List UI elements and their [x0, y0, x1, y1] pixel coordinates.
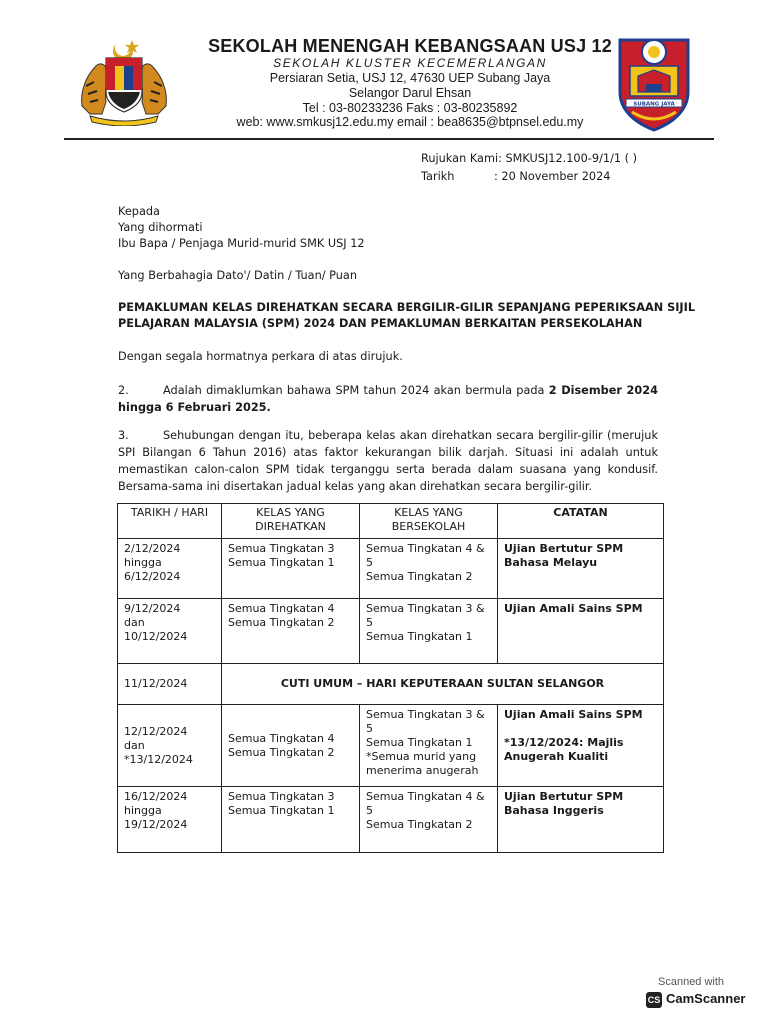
paragraph-3 — [118, 427, 658, 495]
cell-rested: Semua Tingkatan 3 Semua Tingkatan 1 — [222, 539, 360, 599]
table-header-row — [118, 504, 664, 539]
table-row — [118, 599, 664, 664]
cell-holiday-text: CUTI UMUM – HARI KEPUTERAAN SULTAN SELANGOR — [222, 664, 664, 705]
header-notes: CATATAN — [498, 504, 664, 539]
cell-rested: Semua Tingkatan 4 Semua Tingkatan 2 — [222, 705, 360, 787]
school-name: SEKOLAH MENENGAH KEBANGSAAN USJ 12 — [208, 36, 612, 56]
malaysia-coat-of-arms-icon — [76, 36, 172, 126]
school-logo-motto: SUBANG JAYA — [633, 101, 675, 108]
cell-date: 12/12/2024 dan *13/12/2024 — [118, 705, 222, 787]
cell-date: 16/12/2024 hingga 19/12/2024 — [118, 787, 222, 853]
paragraph-2 — [118, 382, 658, 416]
cell-notes: Ujian Amali Sains SPM *13/12/2024: Majlis Anugerah Kualiti — [498, 705, 664, 787]
header-attending-classes: KELAS YANG BERSEKOLAH — [360, 504, 498, 539]
table-row — [118, 539, 664, 599]
header-date: TARIKH / HARI — [118, 504, 222, 539]
paragraph-2-exam-dates: 2 Disember 2024 hingga 6 Februari 2025. — [118, 384, 658, 414]
date-value: : 20 November 2024 — [494, 170, 611, 183]
salutation: Yang Berbahagia Dato'/ Datin / Tuan/ Puan — [118, 269, 358, 282]
paragraph-3-text: Sehubungan dengan itu, beberapa kelas akan direhatkan secara bergilir-gilir (merujuk SPI Bilangan 6 Tahun 2016) atas faktor kekurangan bilik darjah. Situasi ini adalah untuk memastikan calon-calon SPM tidak terganggu serta berada dalam suasana yang kondusif. Bersama-sama ini disertakan jadual kelas yang akan direhatkan secara bergilir-gilir. — [118, 429, 658, 493]
cell-notes: Ujian Bertutur SPM Bahasa Melayu — [498, 539, 664, 599]
contact-line: Tel : 03-80233236 Faks : 03-80235892 — [302, 101, 518, 115]
school-cluster-title: SEKOLAH KLUSTER KECEMERLANGAN — [273, 56, 547, 70]
subject-line-2: PELAJARAN MALAYSIA (SPM) 2024 DAN PEMAKLUMAN BERKAITAN PERSEKOLAHAN — [118, 317, 643, 330]
header-rested-classes: KELAS YANG DIREHATKAN — [222, 504, 360, 539]
table-row — [118, 705, 664, 787]
subject-line-1: PEMAKLUMAN KELAS DIREHATKAN SECARA BERGILIR-GILIR SEPANJANG PEPERIKSAAN SIJIL — [118, 301, 696, 314]
camscanner-logo-icon: CS — [646, 992, 662, 1008]
address-line-2: Selangor Darul Ehsan — [348, 86, 472, 100]
camscanner-watermark — [640, 972, 756, 1016]
rotation-schedule-table — [117, 503, 664, 853]
cell-attending: Semua Tingkatan 4 & 5 Semua Tingkatan 2 — [360, 787, 498, 853]
paragraph-2-text: Adalah dimaklumkan bahawa SPM tahun 2024 akan bermula pada — [163, 384, 549, 397]
cell-attending: Semua Tingkatan 3 & 5 Semua Tingkatan 1 *Semua murid yang menerima anugerah — [360, 705, 498, 787]
cell-attending: Semua Tingkatan 4 & 5 Semua Tingkatan 2 — [360, 539, 498, 599]
letterhead-divider — [64, 138, 714, 140]
web-email-line: web: www.smkusj12.edu.my email : bea8635@btpnsel.edu.my — [236, 115, 584, 129]
recipient-kepada: Kepada — [118, 205, 160, 218]
school-logo-icon — [616, 32, 692, 132]
recipient-honorific: Yang dihormati — [118, 221, 203, 234]
cell-date: 9/12/2024 dan 10/12/2024 — [118, 599, 222, 664]
cell-holiday-date: 11/12/2024 — [118, 664, 222, 705]
cell-attending: Semua Tingkatan 3 & 5 Semua Tingkatan 1 — [360, 599, 498, 664]
table-row-holiday — [118, 664, 664, 705]
reference-number: Rujukan Kami: SMKUSJ12.100-9/1/1 ( ) — [421, 152, 638, 165]
cell-rested: Semua Tingkatan 3 Semua Tingkatan 1 — [222, 787, 360, 853]
cell-date: 2/12/2024 hingga 6/12/2024 — [118, 539, 222, 599]
table-row — [118, 787, 664, 853]
opening-sentence: Dengan segala hormatnya perkara di atas dirujuk. — [118, 350, 403, 363]
camscanner-scanned-with: Scanned with — [658, 976, 725, 988]
cell-notes: Ujian Bertutur SPM Bahasa Inggeris — [498, 787, 664, 853]
address-line-1: Persiaran Setia, USJ 12, 47630 UEP Subang Jaya — [269, 71, 551, 85]
cell-notes: Ujian Amali Sains SPM — [498, 599, 664, 664]
paragraph-2-number: 2. — [118, 384, 129, 397]
cell-rested: Semua Tingkatan 4 Semua Tingkatan 2 — [222, 599, 360, 664]
recipient-addressee: Ibu Bapa / Penjaga Murid-murid SMK USJ 12 — [118, 237, 365, 250]
camscanner-brand: CamScanner — [666, 991, 746, 1006]
date-label: Tarikh — [421, 170, 455, 183]
paragraph-3-number: 3. — [118, 429, 129, 442]
